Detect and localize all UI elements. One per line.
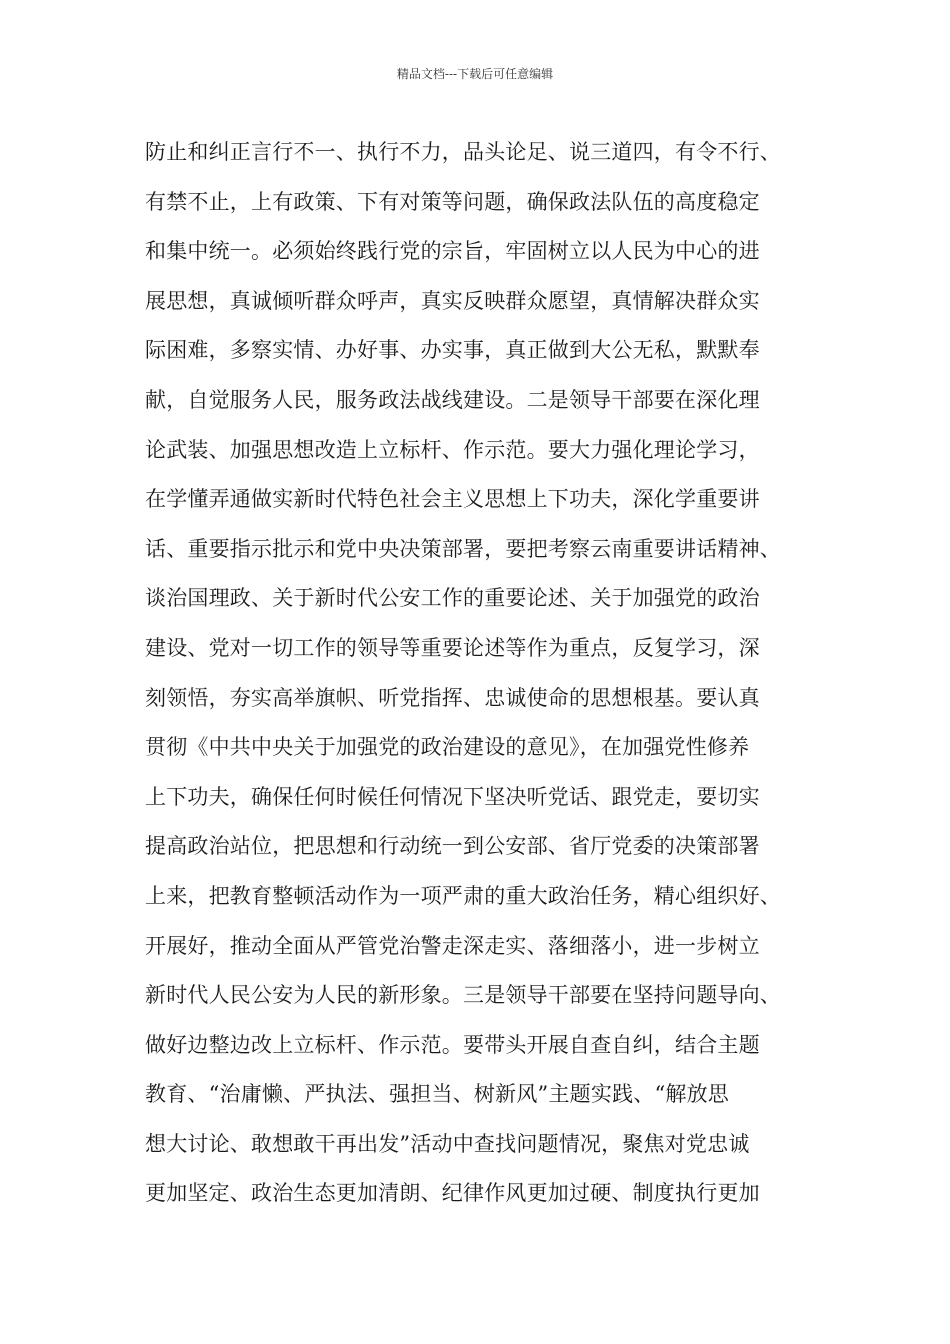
body-line-5: 际困难，多察实情、办好事、办实事，真正做到大公无私，默默奉 [145, 338, 760, 363]
body-line-16: 上来，把教育整顿活动作为一项严肃的重大政治任务，精心组织好、 [145, 883, 781, 908]
body-line-19: 做好边整边改上立标杆、作示范。要带头开展自查自纠，结合主题 [145, 1032, 760, 1057]
body-line-13: 贯彻《中共中央关于加强党的政治建设的意见》，在加强党性修养 [145, 735, 750, 760]
body-line-6: 献，自觉服务人民，服务政法战线建设。二是领导干部要在深化理 [145, 387, 760, 412]
body-line-17: 开展好，推动全面从严管党治警走深走实、落细落小，进一步树立 [145, 933, 760, 958]
body-line-1: 防止和纠正言行不一、执行不力，品头论足、说三道四，有令不行、 [145, 140, 781, 164]
body-line-3: 和集中统一。必须始终践行党的宗旨，牢固树立以人民为中心的进 [145, 239, 760, 264]
body-line-15: 提高政治站位，把思想和行动统一到公安部、省厅党委的决策部署 [145, 834, 760, 859]
body-line-11: 建设、党对一切工作的领导等重要论述等作为重点，反复学习，深 [145, 635, 760, 660]
body-line-8: 在学懂弄通做实新时代特色社会主义思想上下功夫，深化学重要讲 [145, 487, 760, 512]
body-line-20: 教育、“治庸懒、严执法、强担当、树新风”主题实践、“解放思 [145, 1082, 730, 1107]
page-header: 精品文档---下载后可任意编辑 [396, 67, 554, 81]
body-line-9: 话、重要指示批示和党中央决策部署，要把考察云南重要讲话精神、 [145, 536, 781, 561]
body-line-22: 更加坚定、政治生态更加清朗、纪律作风更加过硬、制度执行更加 [145, 1181, 760, 1206]
body-line-10: 谈治国理政、关于新时代公安工作的重要论述、关于加强党的政治 [145, 586, 760, 611]
body-line-12: 刻领悟，夯实高举旗帜、听党指挥、忠诚使命的思想根基。要认真 [145, 685, 760, 710]
body-line-7: 论武装、加强思想改造上立标杆、作示范。要大力强化理论学习， [145, 437, 760, 462]
body-line-18: 新时代人民公安为人民的新形象。三是领导干部要在坚持问题导向、 [145, 983, 781, 1008]
body-line-21: 想大讨论、敢想敢干再出发”活动中查找问题情况，聚焦对党忠诚 [145, 1131, 750, 1156]
body-line-2: 有禁不止，上有政策、下有对策等问题，确保政法队伍的高度稳定 [145, 189, 760, 214]
body-line-4: 展思想，真诚倾听群众呼声，真实反映群众愿望，真情解决群众实 [145, 288, 760, 313]
body-line-14: 上下功夫，确保任何时候任何情况下坚决听党话、跟党走，要切实 [145, 784, 760, 809]
document-body [145, 128, 815, 1219]
